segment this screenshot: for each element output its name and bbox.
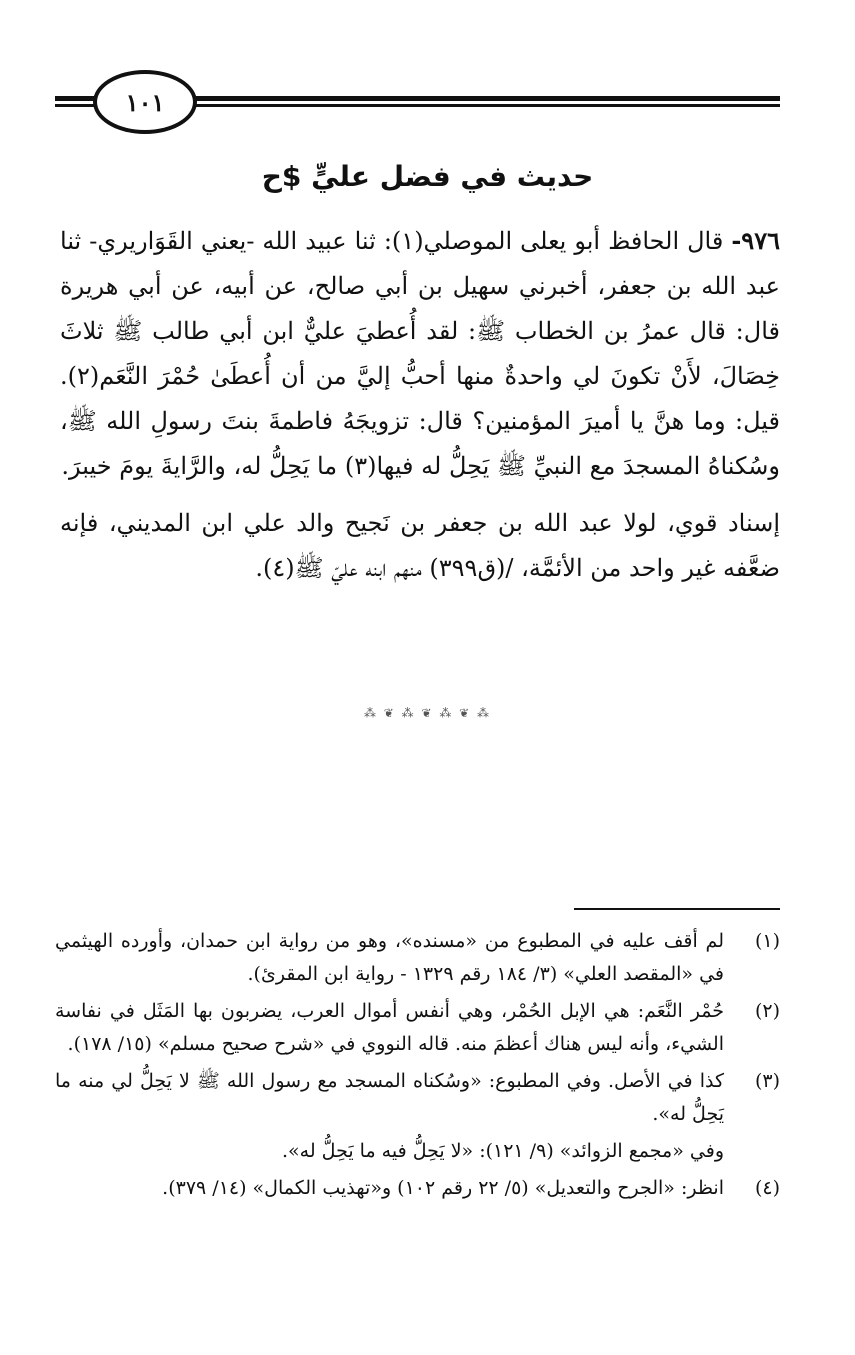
footnote-extra-line: وفي «مجمع الزوائد» (٩/ ١٢١): «لا يَحِلُّ فيه ما يَحِلُّ له». [282, 1140, 724, 1162]
footnote-number: (١) [754, 930, 780, 952]
footnote-separator [574, 908, 780, 910]
hadith-number: ٩٧٦- [731, 226, 780, 255]
hadith-line: فاطمةَ بنتَ رسولِ الله ﷺ، وسُكناهُ المسجدَ مع النبيِّ ﷺ يَحِلُّ له فيها(٣) [60, 407, 780, 480]
footnote-number: (٣) [754, 1070, 780, 1092]
footnote [55, 925, 780, 991]
section-ornament: ⁂ ❦ ⁂ ❦ ⁂ ❦ ⁂ [363, 706, 492, 720]
main-text [60, 218, 780, 591]
hadith-line: قال الحافظ أبو يعلى الموصلي(١): ثنا عبيد الله -يعني [200, 227, 724, 255]
hadith-paragraph [60, 218, 780, 489]
footnote-text [55, 995, 724, 1061]
footnote-number: (٢) [754, 1000, 780, 1022]
hadith-line: ابن أبي طالب ﷺ ثلاثَ خِصَالَ، لأَنْ تكونَ لي واحدةٌ منها أحبُّ إليَّ من [60, 317, 781, 390]
footnote-text [55, 925, 724, 991]
page-header [55, 68, 780, 138]
footnote-line: نفاسة الشيء، وأنه ليس هناك أعظمَ منه. قاله النووي في «شرح صحيح مسلم» [55, 1000, 724, 1055]
footnote-text [55, 1172, 724, 1205]
footnote-line: (١٥/ ١٧٨). [67, 1033, 152, 1055]
section-title: حديث في فضل عليٍّ $ح [261, 160, 594, 193]
hadith-line: أبيه، عن أبي هريرة قال: قال عمرُ بن الخطاب ﷺ: لقد أُعطيَ عليٌّ [60, 272, 780, 345]
footnote-number: (٤) [754, 1177, 780, 1199]
footnote [55, 1065, 780, 1168]
hadith-line: ما يَحِلُّ له، والرَّايةَ يومَ خيبرَ. [61, 452, 338, 480]
footnote-line: انظر: «الجرح والتعديل» (٥/ ٢٢ رقم ١٠٢) و«تهذيب الكمال» (١٤/ ٣٧٩). [162, 1177, 724, 1199]
footnote-line: حُمْر النَّعَم: هي الإبل الحُمْر، وهي أنفس أموال العرب، يضربون بها المَثَل في [109, 1000, 724, 1022]
footnotes [55, 925, 780, 1209]
commentary-paragraph [60, 501, 780, 591]
footnote-line: لم أقف عليه في المطبوع من «مسنده»، وهو من رواية ابن حمدان، وأورده الهيثمي [55, 930, 724, 952]
hadith-line: القَوَاريري- ثنا عبد الله بن جعفر، أخبرني سهيل بن أبي صالح، عن [60, 227, 780, 300]
page-number: ١٠١ [93, 70, 197, 134]
footnote-line: ما يَحِلُّ له». [55, 1070, 724, 1125]
footnote-line: كذا في الأصل. وفي المطبوع: «وسُكناه المسجد مع رسول الله ﷺ لا يَحِلُّ لي منه [78, 1070, 724, 1092]
footnote-line: في «المقصد العلي» (٣/ ١٨٤ رقم ١٣٢٩ - رواية ابن المقرئ). [247, 963, 724, 985]
commentary-line: فإنه ضعَّفه غير واحد من الأئمَّة، /(ق٣٩٩) منهم ابنه عليّ ﷺ(٤). [60, 509, 780, 582]
footnote-text [55, 1065, 724, 1168]
footnote [55, 1172, 780, 1205]
commentary-line: إسناد قوي، لولا عبد الله بن جعفر بن نَجيح والد علي ابن المديني، [108, 509, 780, 537]
hadith-line: أن أُعطَىٰ حُمْرَ النَّعَم(٢). قيل: وما هنَّ يا أميرَ المؤمنين؟ قال: تزويجَهُ [60, 362, 780, 435]
footnote [55, 995, 780, 1061]
